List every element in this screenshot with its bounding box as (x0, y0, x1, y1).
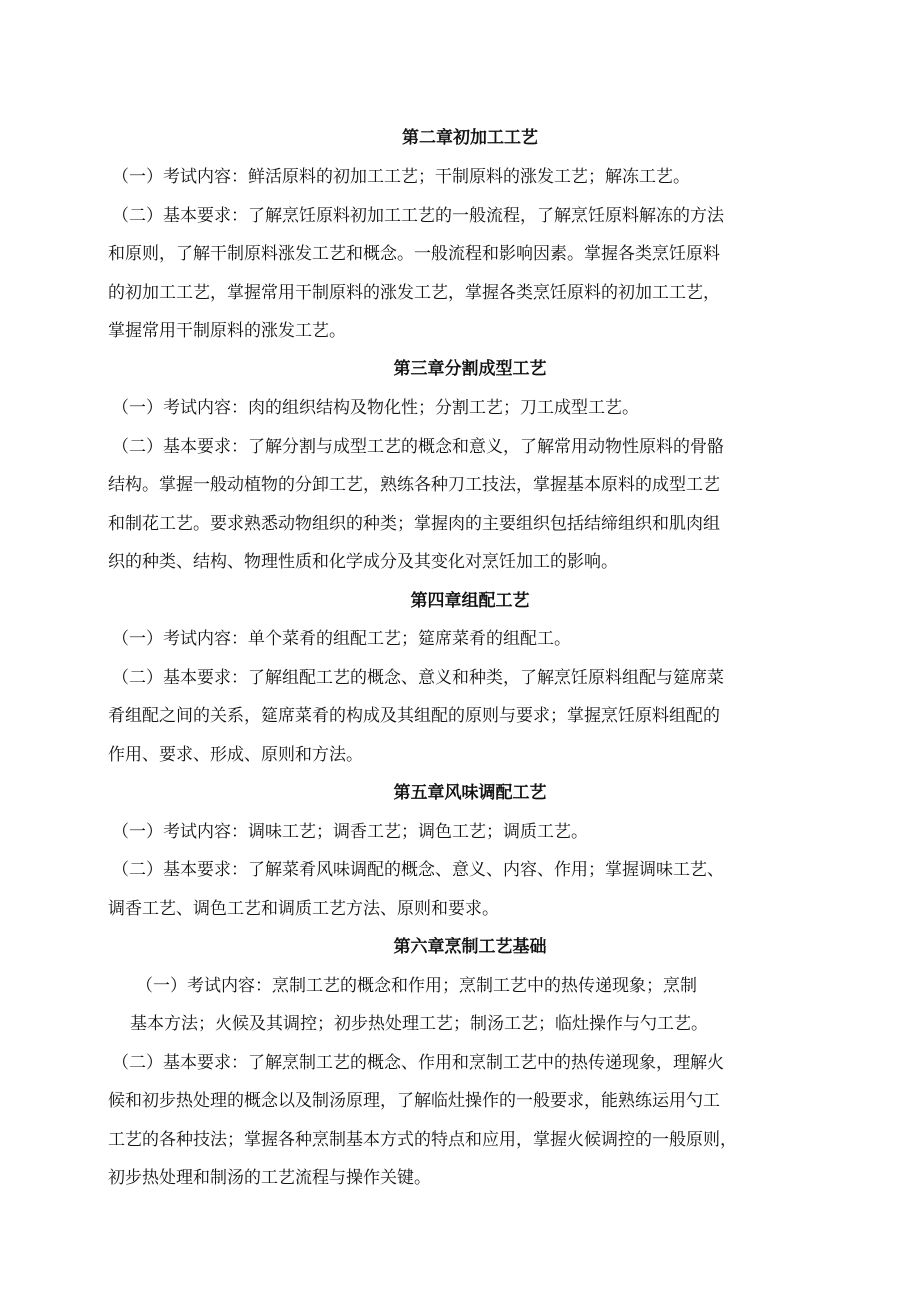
paragraph-line: 织的种类、结构、物理性质和化学成分及其变化对烹饪加工的影响。 (108, 552, 618, 572)
paragraph-line: （一）考试内容：烹制工艺的概念和作用；烹制工艺中的热传递现象；烹制 (136, 976, 697, 996)
paragraph-line: 工艺的各种技法；掌握各种烹制基本方式的特点和应用，掌握火候调控的一般原则， (108, 1130, 737, 1150)
paragraph-line: 结构。掌握一般动植物的分卸工艺，熟练各种刀工技法，掌握基本原料的成型工艺 (108, 475, 720, 495)
paragraph-line: （二）基本要求：了解烹制工艺的概念、作用和烹制工艺中的热传递现象，理解火 (112, 1053, 724, 1073)
paragraph-line: 肴组配之间的关系，筵席菜肴的构成及其组配的原则与要求；掌握烹饪原料组配的 (108, 706, 720, 726)
paragraph-line: 的初加工工艺，掌握常用干制原料的涨发工艺，掌握各类烹饪原料的初加工工艺， (108, 283, 720, 303)
chapter-heading: 第三章分割成型工艺 (393, 359, 547, 379)
paragraph-line: （二）基本要求：了解分割与成型工艺的概念和意义，了解常用动物性原料的骨骼 (112, 437, 724, 457)
paragraph-line: 基本方法；火候及其调控；初步热处理工艺；制汤工艺；临灶操作与勺工艺。 (130, 1014, 708, 1034)
chapter-heading: 第四章组配工艺 (410, 591, 530, 611)
paragraph-line: （二）基本要求：了解组配工艺的概念、意义和种类，了解烹饪原料组配与筵席菜 (112, 668, 724, 688)
paragraph-line: 和原则，了解干制原料涨发工艺和概念。一般流程和影响因素。掌握各类烹饪原料 (108, 244, 720, 264)
chapter-heading: 第六章烹制工艺基础 (393, 937, 547, 957)
paragraph-line: 调香工艺、调色工艺和调质工艺方法、原则和要求。 (108, 899, 499, 919)
paragraph-line: （二）基本要求：了解烹饪原料初加工工艺的一般流程，了解烹饪原料解冻的方法 (112, 206, 724, 226)
paragraph-line: 和制花工艺。要求熟悉动物组织的种类；掌握肉的主要组织包括结缔组织和肌肉组 (108, 514, 720, 534)
chapter-heading: 第五章风味调配工艺 (393, 783, 547, 803)
paragraph-line: 初步热处理和制汤的工艺流程与操作关键。 (108, 1168, 431, 1188)
paragraph-line: （一）考试内容：单个菜肴的组配工艺；筵席菜肴的组配工。 (112, 629, 571, 649)
paragraph-line: 掌握常用干制原料的涨发工艺。 (108, 321, 346, 341)
paragraph-line: （一）考试内容：调味工艺；调香工艺；调色工艺；调质工艺。 (112, 822, 588, 842)
paragraph-line: 候和初步热处理的概念以及制汤原理，了解临灶操作的一般要求，能熟练运用勺工 (108, 1091, 720, 1111)
paragraph-line: （一）考试内容：肉的组织结构及物化性；分割工艺；刀工成型工艺。 (112, 398, 639, 418)
paragraph-line: （二）基本要求：了解菜肴风味调配的概念、意义、内容、作用；掌握调味工艺、 (112, 860, 724, 880)
paragraph-line: （一）考试内容：鲜活原料的初加工工艺；干制原料的涨发工艺；解冻工艺。 (112, 167, 690, 187)
chapter-heading: 第二章初加工工艺 (402, 128, 538, 148)
paragraph-line: 作用、要求、形成、原则和方法。 (108, 745, 363, 765)
